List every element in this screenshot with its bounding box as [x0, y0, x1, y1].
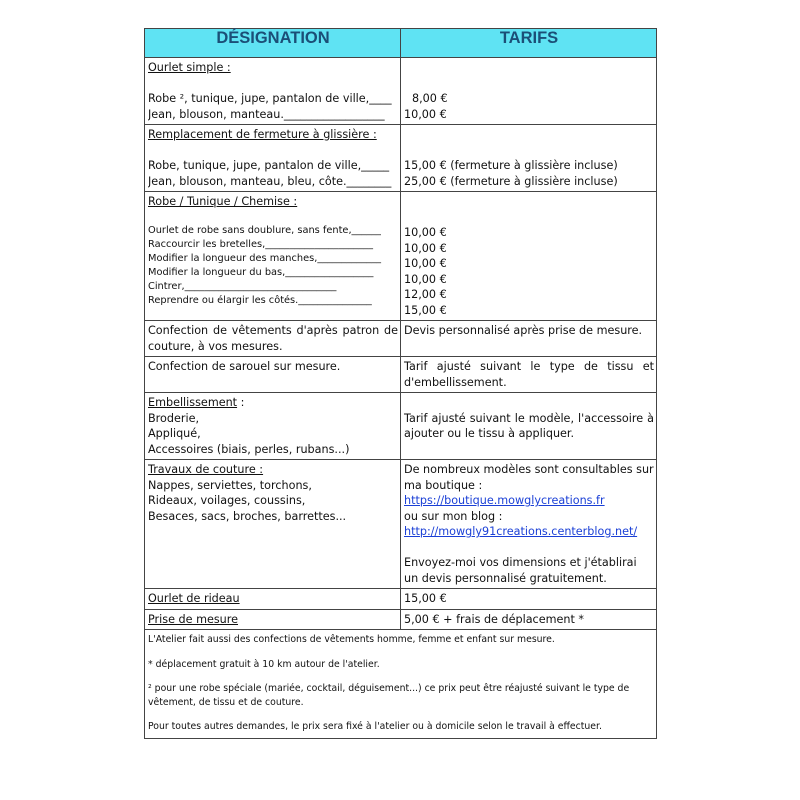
table-row: [145, 321, 657, 357]
table-row: [145, 393, 657, 460]
rideau-label: Ourlet de rideau: [145, 589, 401, 610]
fermeture-prices: [401, 125, 657, 192]
price-table: [144, 28, 657, 739]
price: 12,00 €: [404, 288, 447, 301]
travaux-cell: [145, 460, 401, 589]
confection-label: Confection de vêtements d'après patron de couture, à vos mesures.: [145, 321, 401, 357]
item-line: Robe ², tunique, jupe, pantalon de ville,____: [148, 92, 392, 105]
price: 10,00 €: [404, 226, 447, 239]
footer-row: [145, 630, 657, 739]
devis-text: Envoyez-moi vos dimensions et j'établirai un devis personnalisé gratuitement.: [404, 556, 637, 585]
embellissement-price: Tarif ajusté suivant le modèle, l'accessoire à ajouter ou le tissu à appliquer.: [404, 411, 654, 440]
section-title: Ourlet simple :: [148, 61, 231, 74]
travaux-info-cell: [401, 460, 657, 589]
item-line: Jean, blouson, manteau.__________________: [148, 107, 385, 121]
travaux-text: De nombreux modèles sont consultables sur ma boutique :: [404, 463, 654, 492]
header-row: [145, 29, 657, 58]
sarouel-label: Confection de sarouel sur mesure.: [145, 357, 401, 393]
item-line: Besaces, sacs, broches, barrettes...: [148, 509, 347, 523]
price: 10,00 €: [404, 107, 447, 121]
footer-note: * déplacement gratuit à 10 km autour de l'atelier.: [148, 658, 380, 670]
item-line: Ourlet de robe sans doublure, sans fente,______: [148, 224, 381, 236]
footer-note: L'Atelier fait aussi des confections de vêtements homme, femme et enfant sur mesure.: [148, 634, 555, 645]
table-row: [145, 589, 657, 610]
price: 15,00 € (fermeture à glissière incluse): [404, 159, 618, 172]
boutique-link[interactable]: https://boutique.mowglycreations.fr: [404, 494, 605, 507]
item-line: Modifier la longueur des manches,_____________: [148, 252, 382, 264]
prise-price: 5,00 € + frais de déplacement *: [401, 609, 657, 630]
blog-link[interactable]: http://mowgly91creations.centerblog.net/: [404, 525, 638, 538]
confection-price: Devis personnalisé après prise de mesure.: [401, 321, 657, 357]
robe-tunique-cell: [145, 192, 401, 321]
title-suffix: :: [237, 396, 245, 409]
table-row: [145, 609, 657, 630]
ourlet-simple-cell: [145, 58, 401, 125]
rideau-price: 15,00 €: [401, 589, 657, 610]
price: 10,00 €: [404, 272, 447, 286]
robe-tunique-prices: [401, 192, 657, 321]
price: 25,00 € (fermeture à glissière incluse): [404, 174, 618, 188]
footer-notes: [145, 630, 657, 739]
price: 10,00 €: [404, 241, 447, 255]
item-line: Modifier la longueur du bas,__________________: [148, 266, 374, 278]
item-line: Cintrer,_______________________________: [148, 280, 337, 292]
table-row: [145, 125, 657, 192]
item-line: Raccourcir les bretelles,______________________: [148, 238, 373, 250]
embellissement-price-cell: [401, 393, 657, 460]
item-line: Broderie,: [148, 411, 200, 425]
tarifs-header: TARIFS: [401, 29, 657, 58]
fermeture-cell: [145, 125, 401, 192]
section-title: Remplacement de fermeture à glissière :: [148, 128, 377, 141]
table-row: [145, 58, 657, 125]
embellissement-cell: [145, 393, 401, 460]
item-line: Reprendre ou élargir les côtés._______________: [148, 294, 372, 306]
price: 15,00 €: [404, 303, 447, 317]
sarouel-price: Tarif ajusté suivant le type de tissu et d'embellissement.: [401, 357, 657, 393]
section-title: Robe / Tunique / Chemise :: [148, 195, 298, 208]
price: 8,00 €: [412, 92, 448, 105]
price: 10,00 €: [404, 257, 447, 270]
designation-header: DÉSIGNATION: [145, 29, 401, 58]
item-line: Accessoires (biais, perles, rubans...): [148, 442, 350, 456]
item-line: Robe, tunique, jupe, pantalon de ville,_____: [148, 159, 390, 172]
prise-label: Prise de mesure: [145, 609, 401, 630]
item-line: Jean, blouson, manteau, bleu, côte.________: [148, 174, 392, 188]
item-line: Rideaux, voilages, coussins,: [148, 494, 306, 507]
section-title: Embellissement: [148, 396, 238, 409]
blog-text: ou sur mon blog :: [404, 509, 503, 523]
footer-note: ² pour une robe spéciale (mariée, cocktail, déguisement...) ce prix peut être réajusté suivant le type de vêtement, de tissu et de couture.: [148, 683, 630, 708]
footer-note: Pour toutes autres demandes, le prix sera fixé à l'atelier ou à domicile selon le travail à effectuer.: [148, 721, 602, 732]
item-line: Nappes, serviettes, torchons,: [148, 478, 312, 492]
item-line: Appliqué,: [148, 427, 201, 440]
table-row: [145, 192, 657, 321]
table-row: [145, 357, 657, 393]
ourlet-simple-prices: [401, 58, 657, 125]
table-row: [145, 460, 657, 589]
section-title: Travaux de couture :: [148, 463, 264, 476]
